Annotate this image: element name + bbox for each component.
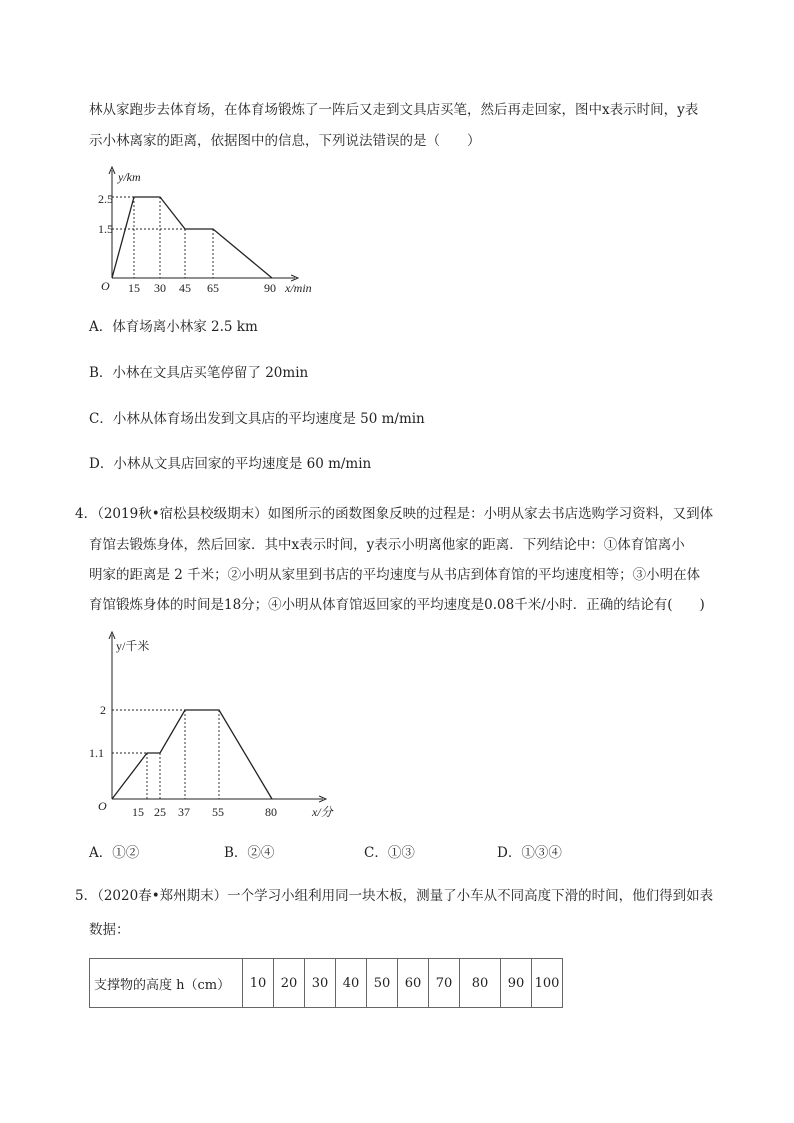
table-cell: 100 [532, 959, 563, 1008]
y-axis-label: y/千米 [116, 639, 150, 653]
y-tick: 1.1 [89, 746, 104, 760]
x-axis-label: x/分 [312, 805, 333, 819]
y-tick: 2 [100, 703, 106, 717]
table-cell: 40 [336, 959, 367, 1008]
table-cell: 60 [398, 959, 429, 1008]
q4-option-a: A．①② [89, 845, 140, 861]
q4-stem-line3: 明家的距离是 2 千米；②小明从家里到书店的平均速度与从书店到体育馆的平均速度相等；③小明在体 [89, 567, 701, 583]
q5-stem-line1: 5．（2020春•郑州期末）一个学习小组利用同一块木板，测量了小车从不同高度下滑的时间，他们得到如表 [75, 888, 714, 904]
x-tick: 15 [132, 805, 144, 819]
table-cell: 10 [243, 959, 274, 1008]
distance-line [112, 197, 272, 278]
q4-option-d: D．①③④ [497, 845, 562, 861]
origin-label: O [101, 279, 110, 293]
q3-option-c: C．小林从体育场出发到文具店的平均速度是 50 m/min [89, 411, 425, 427]
x-tick: 55 [212, 805, 224, 819]
q3-option-b: B．小林在文具店买笔停留了 20min [89, 365, 309, 381]
y-tick: 1.5 [98, 222, 113, 236]
table-cell: 20 [274, 959, 305, 1008]
y-axis-label: y/km [118, 170, 141, 184]
q3-stem-line2: 示小林离家的距离，依据图中的信息，下列说法错误的是（ ） [89, 133, 481, 149]
x-axis-label: x/min [285, 281, 312, 295]
q4-stem-line4: 育馆锻炼身体的时间是18分；④小明从体育馆返回家的平均速度是0.08千米/小时．正确的结论有( ) [89, 597, 705, 613]
distance-line [112, 710, 272, 799]
x-tick: 45 [179, 281, 191, 295]
q3-option-d: D．小林从文具店回家的平均速度是 60 m/min [89, 456, 372, 472]
q4-stem-line1: 4．（2019秋•宿松县校级期末）如图所示的函数图象反映的过程是：小明从家去书店选购学习资料，又到体 [75, 506, 714, 522]
x-tick: 80 [265, 805, 277, 819]
table-cell: 50 [367, 959, 398, 1008]
x-tick: 30 [154, 281, 166, 295]
x-tick: 37 [178, 805, 190, 819]
table-cell: 80 [460, 959, 501, 1008]
x-tick: 65 [207, 281, 219, 295]
table-row [90, 959, 563, 1008]
q4-graph [86, 630, 356, 825]
q4-option-c: C．①③ [364, 845, 415, 861]
y-tick: 2.5 [98, 192, 113, 206]
table-cell: 30 [305, 959, 336, 1008]
q4-option-b: B．②④ [224, 845, 275, 861]
origin-label: O [98, 799, 107, 813]
guide-lines [112, 197, 213, 278]
q4-stem-line2: 育馆去锻炼身体，然后回家．其中x表示时间，y表示小明离他家的距离．下列结论中：①体育馆离小 [89, 537, 685, 553]
q5-data-table [89, 958, 563, 1008]
q5-stem-line2: 数据： [89, 922, 130, 938]
table-header-cell: 支撑物的高度 h（cm） [90, 959, 243, 1008]
x-tick: 25 [154, 805, 166, 819]
table-cell: 70 [429, 959, 460, 1008]
table-cell: 90 [501, 959, 532, 1008]
q3-option-a: A．体育场离小林家 2.5 km [89, 319, 258, 335]
q3-graph [100, 165, 330, 295]
q3-stem-line1: 林从家跑步去体育场，在体育场锻炼了一阵后又走到文具店买笔，然后再走回家，图中x表示时间，y表 [89, 102, 699, 118]
guide-lines [112, 710, 219, 799]
x-tick: 15 [128, 281, 140, 295]
x-tick: 90 [264, 281, 276, 295]
